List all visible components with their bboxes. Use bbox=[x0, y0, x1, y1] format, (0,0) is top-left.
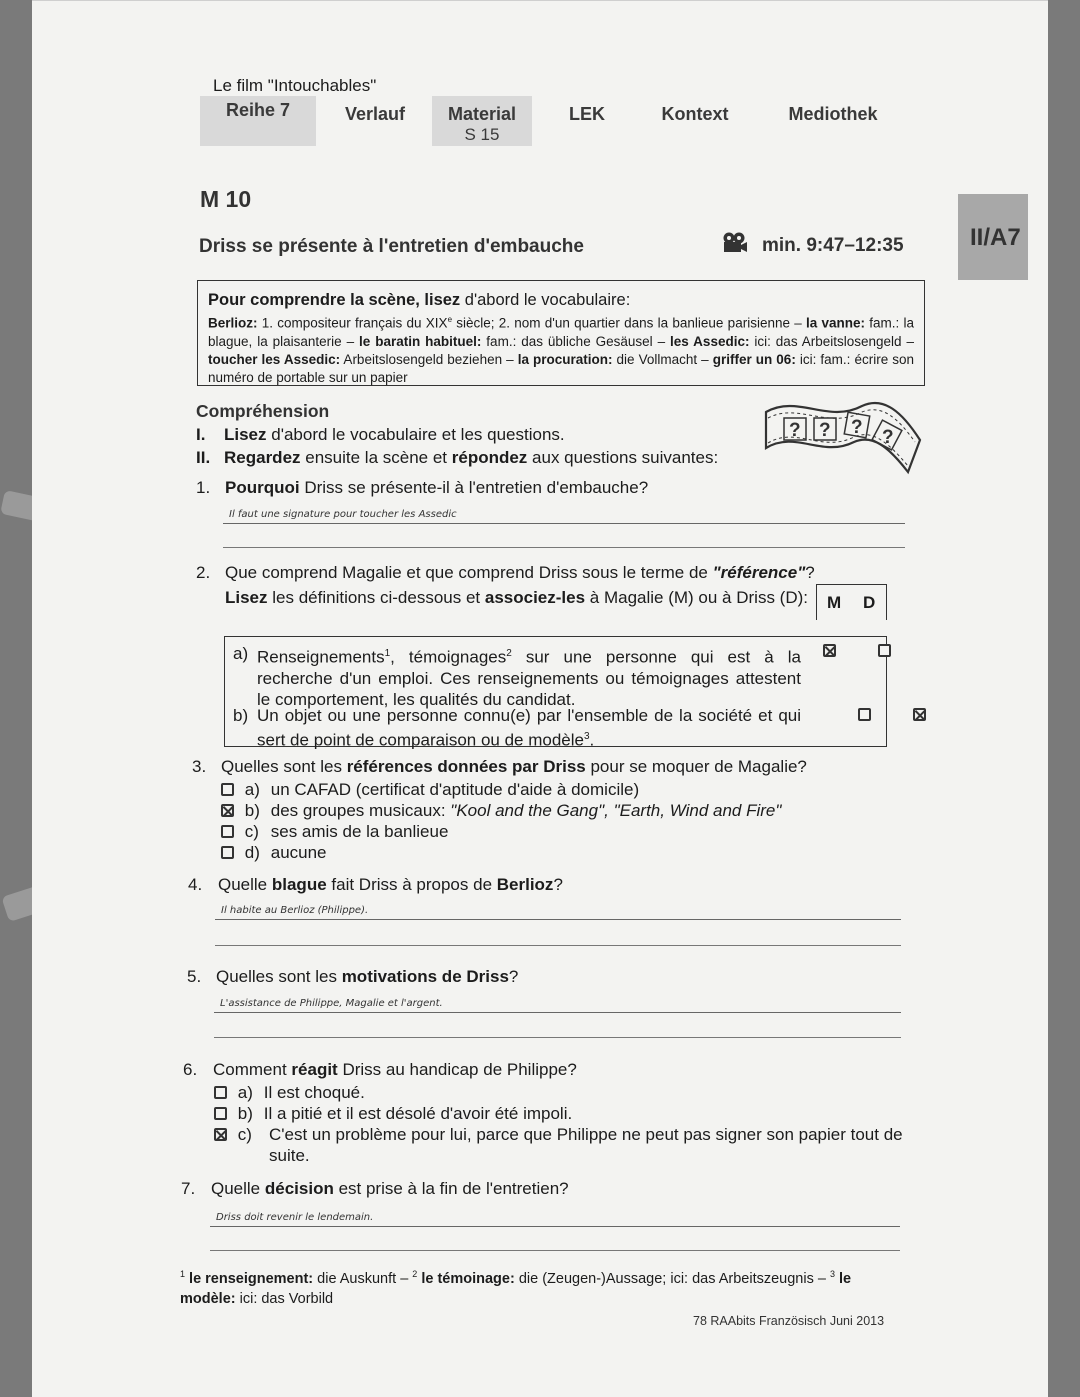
answer-7-field[interactable]: Driss doit revenir le lendemain. bbox=[210, 1205, 900, 1227]
footnote-term: le modèle: bbox=[180, 1270, 852, 1307]
question-2-instr-text: à Magalie (M) ou à Driss (D): bbox=[585, 588, 808, 607]
worksheet-page bbox=[32, 0, 1048, 1397]
vocab-term: la procuration: bbox=[517, 351, 613, 367]
question-6-text: Driss au handicap de Philippe? bbox=[337, 1060, 577, 1079]
question-3-text: Quelles sont les bbox=[221, 757, 347, 776]
vocab-sup: e bbox=[447, 315, 453, 324]
q3-option-a-text: un CAFAD (certificat d'aptitude d'aide à domicile) bbox=[270, 780, 640, 799]
question-2-num: 2. bbox=[196, 563, 211, 582]
nav-mediothek[interactable] bbox=[778, 96, 888, 154]
nav-verlauf-label: Verlauf bbox=[344, 104, 406, 124]
instruction-1-num: I. bbox=[196, 425, 206, 444]
instruction-1-bold: Lisez bbox=[224, 425, 267, 444]
definition-a-sup: 2 bbox=[506, 648, 512, 659]
q3-option-b-text: des groupes musicaux: bbox=[270, 801, 451, 820]
nav-reihe-label: Reihe 7 bbox=[225, 100, 291, 120]
film-strip-icon bbox=[758, 390, 926, 476]
q6-option-c-label: c) bbox=[237, 1125, 252, 1144]
definition-a-text: sur une personne qui est à la recherche d'un emploi. Ces renseignements ou témoignages attestent le comportement, les qualités du candidat. bbox=[257, 647, 801, 709]
vocab-term: le baratin habituel: bbox=[359, 333, 482, 349]
vocab-term: toucher les Assedic: bbox=[208, 351, 341, 367]
instruction-2-bold: répondez bbox=[451, 448, 528, 467]
footnote-num: 1 bbox=[180, 1269, 186, 1279]
question-2-text: Que comprend Magalie et que comprend Driss sous le terme de bbox=[225, 563, 713, 582]
checkbox-2a-m[interactable] bbox=[823, 644, 836, 657]
question-7-text: est prise à la fin de l'entretien? bbox=[333, 1179, 569, 1198]
question-5-text: ? bbox=[508, 967, 519, 986]
q6-option-a-label: a) bbox=[237, 1083, 253, 1102]
footnote-text: die Auskunft – bbox=[313, 1270, 413, 1287]
footnote-num: 2 bbox=[412, 1269, 418, 1279]
question-2-instr-text: les définitions ci-dessous et bbox=[267, 588, 485, 607]
checkbox-6c[interactable] bbox=[214, 1128, 227, 1141]
q3-option-b-label: b) bbox=[244, 801, 260, 820]
answer-7-line-2[interactable] bbox=[210, 1250, 900, 1251]
film-strip-mark: ? bbox=[789, 420, 801, 441]
material-number: M 10 bbox=[200, 186, 252, 212]
answer-4-field[interactable]: Il habite au Berlioz (Philippe). bbox=[215, 898, 901, 920]
q6-option-b[interactable] bbox=[214, 1103, 572, 1124]
answer-5-line-2[interactable] bbox=[214, 1037, 901, 1038]
footnote-text: die (Zeugen-)Aussage; ici: das Arbeitszeugnis – bbox=[514, 1270, 830, 1287]
q6-option-c-text: C'est un problème pour lui, parce que Philippe ne peut pas signer son papier tout de suite. bbox=[269, 1125, 903, 1165]
nav-reihe[interactable] bbox=[200, 96, 316, 146]
film-camera-icon bbox=[720, 231, 748, 255]
checkbox-3a[interactable] bbox=[221, 783, 234, 796]
vocab-intro bbox=[208, 289, 914, 311]
nav-kontext[interactable] bbox=[652, 96, 738, 154]
nav-bar bbox=[32, 96, 1048, 152]
page-top-edge bbox=[32, 0, 1048, 1]
footnote-num: 3 bbox=[829, 1269, 835, 1279]
nav-lek[interactable] bbox=[562, 96, 612, 154]
question-2-instr-bold: associez-les bbox=[484, 588, 586, 607]
question-4-num: 4. bbox=[188, 875, 203, 894]
vocab-def: fam.: la blague, la plaisanterie – bbox=[208, 315, 914, 349]
question-2-qmark: ? bbox=[805, 563, 815, 582]
answer-1-line-2[interactable] bbox=[223, 547, 905, 548]
q3-option-a[interactable] bbox=[221, 779, 639, 800]
checkbox-3b[interactable] bbox=[221, 804, 234, 817]
question-7-bold: décision bbox=[264, 1179, 334, 1198]
question-1 bbox=[196, 477, 648, 499]
vocab-intro-bold: Pour comprendre la scène, lisez bbox=[208, 291, 461, 309]
definition-a-sup: 1 bbox=[384, 648, 391, 659]
footnote-text: ici: das Vorbild bbox=[235, 1290, 334, 1307]
question-2 bbox=[196, 562, 815, 584]
q3-option-d[interactable] bbox=[221, 842, 327, 863]
question-3-num: 3. bbox=[192, 757, 207, 776]
question-5-bold: motivations de Driss bbox=[341, 967, 509, 986]
question-4-bold: Berlioz bbox=[496, 875, 554, 894]
question-3 bbox=[192, 756, 807, 778]
md-header-m: M bbox=[827, 593, 842, 612]
question-2-instr-bold: Lisez bbox=[225, 588, 268, 607]
definition-a-text: Renseignements bbox=[257, 647, 385, 667]
comprehension-heading: Compréhension bbox=[196, 401, 330, 421]
question-6-text: Comment bbox=[213, 1060, 292, 1079]
vocab-intro-rest: d'abord le vocabulaire: bbox=[460, 291, 631, 309]
question-5-text: Quelles sont les bbox=[216, 967, 342, 986]
question-7-text: Quelle bbox=[211, 1179, 265, 1198]
nav-mediothek-label: Mediothek bbox=[788, 104, 878, 124]
vocab-def: Arbeitslosengeld beziehen – bbox=[340, 351, 518, 367]
definition-b-label: b) bbox=[233, 706, 249, 725]
page-footer: 78 RAAbits Französisch Juni 2013 bbox=[693, 1314, 885, 1328]
vocabulary-box bbox=[197, 280, 925, 386]
nav-lek-label: LEK bbox=[569, 104, 605, 124]
instruction-2 bbox=[196, 447, 718, 469]
footnotes bbox=[180, 1264, 904, 1309]
page-title: Driss se présente à l'entretien d'embauche bbox=[199, 236, 584, 257]
answer-5-field[interactable]: L'assistance de Philippe, Magalie et l'argent. bbox=[214, 991, 901, 1013]
vocab-term: Berlioz: bbox=[208, 315, 258, 331]
footnote-term: le témoinage: bbox=[421, 1270, 515, 1287]
film-strip-mark: ? bbox=[851, 417, 863, 438]
instruction-1 bbox=[196, 424, 565, 446]
vocab-def: ici: fam.: écrire son numéro de portable sur un papier bbox=[208, 351, 915, 385]
nav-verlauf[interactable] bbox=[332, 96, 418, 154]
definition-b-sup: 3 bbox=[583, 731, 590, 742]
film-strip-mark: ? bbox=[819, 420, 831, 441]
checkbox-2b-d[interactable] bbox=[913, 708, 926, 721]
checkbox-6a[interactable] bbox=[214, 1086, 227, 1099]
question-3-text: pour se moquer de Magalie? bbox=[585, 757, 807, 776]
question-6 bbox=[183, 1059, 577, 1081]
q3-option-b[interactable] bbox=[221, 800, 781, 821]
definitions-box bbox=[224, 636, 887, 750]
vocab-body bbox=[208, 311, 914, 387]
checkbox-2a-d[interactable] bbox=[878, 644, 891, 657]
definition-a-label: a) bbox=[233, 644, 249, 663]
definition-b-end: . bbox=[589, 730, 595, 750]
md-header-d: D bbox=[863, 593, 876, 612]
question-6-bold: réagit bbox=[291, 1060, 338, 1079]
q3-option-c-text: ses amis de la banlieue bbox=[270, 822, 449, 841]
nav-material-label: Material bbox=[447, 104, 517, 124]
instruction-2-bold: Regardez bbox=[224, 448, 301, 467]
instruction-2-text: aux questions suivantes: bbox=[527, 448, 719, 467]
q3-option-b-italic: "Kool and the Gang", "Earth, Wind and Fire" bbox=[450, 801, 782, 820]
question-4 bbox=[188, 874, 563, 896]
definition-b-text: Un objet ou une personne connu(e) par l'ensemble de la société et qui sert de point de comparaison ou de modèle bbox=[257, 706, 801, 750]
nav-kontext-label: Kontext bbox=[661, 104, 729, 124]
answer-4-line-2[interactable] bbox=[215, 945, 901, 946]
vocab-term: la vanne: bbox=[805, 315, 865, 331]
question-4-text: ? bbox=[553, 875, 563, 894]
q3-option-c-label: c) bbox=[244, 822, 259, 841]
q6-option-b-label: b) bbox=[237, 1104, 253, 1123]
vocab-def: siècle; 2. nom d'un quartier dans la banlieue parisienne – bbox=[452, 315, 806, 331]
question-1-num: 1. bbox=[196, 478, 211, 497]
instruction-1-text: d'abord le vocabulaire et les questions. bbox=[266, 425, 565, 444]
time-range: min. 9:47–12:35 bbox=[762, 235, 904, 256]
side-tab: II/A7 bbox=[958, 194, 1028, 280]
q3-option-d-label: d) bbox=[244, 843, 260, 862]
q3-option-d-text: aucune bbox=[270, 843, 327, 862]
question-2-instruction bbox=[225, 587, 815, 609]
question-3-bold: références données par Driss bbox=[346, 757, 586, 776]
q3-option-a-label: a) bbox=[244, 780, 260, 799]
question-2-term: "référence" bbox=[712, 563, 806, 582]
q3-option-c[interactable] bbox=[221, 821, 448, 842]
question-6-num: 6. bbox=[183, 1060, 198, 1079]
definition-b bbox=[233, 705, 801, 751]
question-4-text: fait Driss à propos de bbox=[326, 875, 497, 894]
film-strip-mark: ? bbox=[882, 427, 894, 448]
vocab-def: fam.: das übliche Gesäusel – bbox=[481, 333, 670, 349]
q6-option-a[interactable] bbox=[214, 1082, 365, 1103]
question-1-bold: Pourquoi bbox=[225, 478, 300, 497]
footnote-term: le renseignement: bbox=[189, 1270, 314, 1287]
vocab-term: griffer un 06: bbox=[712, 351, 796, 367]
instruction-2-num: II. bbox=[196, 448, 211, 467]
film-title: Le film "Intouchables" bbox=[213, 76, 377, 95]
q6-option-b-text: Il a pitié et il est désolé d'avoir été impoli. bbox=[263, 1104, 573, 1123]
question-4-bold: blague bbox=[271, 875, 327, 894]
question-1-text: Driss se présente-il à l'entretien d'embauche? bbox=[299, 478, 649, 497]
checkbox-6b[interactable] bbox=[214, 1107, 227, 1120]
q6-option-c[interactable] bbox=[214, 1124, 904, 1166]
vocab-def: die Vollmacht – bbox=[612, 351, 713, 367]
q6-option-a-text: Il est choqué. bbox=[263, 1083, 365, 1102]
definition-a-text: , témoignages bbox=[390, 647, 507, 667]
checkbox-2b-m[interactable] bbox=[858, 708, 871, 721]
checkbox-3c[interactable] bbox=[221, 825, 234, 838]
md-header bbox=[816, 584, 887, 620]
question-5 bbox=[187, 966, 518, 988]
vocab-def: ici: das Arbeitslosengeld – bbox=[749, 333, 914, 349]
answer-1-field[interactable]: Il faut une signature pour toucher les Assedic bbox=[223, 502, 905, 524]
vocab-term: les Assedic: bbox=[670, 333, 750, 349]
nav-material-page: S 15 bbox=[464, 125, 500, 144]
question-5-num: 5. bbox=[187, 967, 202, 986]
question-7 bbox=[181, 1178, 569, 1200]
question-7-num: 7. bbox=[181, 1179, 196, 1198]
definition-a bbox=[233, 643, 801, 710]
question-4-text: Quelle bbox=[218, 875, 272, 894]
checkbox-3d[interactable] bbox=[221, 846, 234, 859]
instruction-2-text: ensuite la scène et bbox=[300, 448, 452, 467]
vocab-def: 1. compositeur français du XIX bbox=[257, 315, 448, 331]
nav-material[interactable] bbox=[432, 96, 532, 146]
